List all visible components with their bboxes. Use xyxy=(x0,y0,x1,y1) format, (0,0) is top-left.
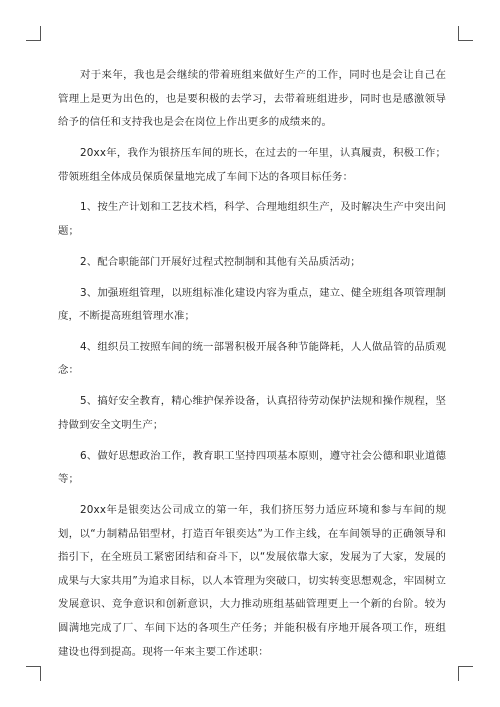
crop-mark-top-left xyxy=(26,26,41,41)
list-item-5: 5、搞好安全教育，精心维护保养设备，认真招待劳动保护法规和操作规程，坚持做到安全文明生产； xyxy=(58,395,446,431)
list-item-2: 2、配合职能部门开展好过程式控制制和其他有关品质活动； xyxy=(80,255,361,268)
list-item-4: 4、组织员工按照车间的统一部署积极开展各种节能降耗，人人做品管的品质观念： xyxy=(58,340,446,377)
document-body xyxy=(58,64,446,671)
paragraph-summary: 20xx年，我作为银挤压车间的班长，在过去的一年里，认真履责，积极工作；带领班组全体成员保质保量地完成了车间下达的各项目标任务： xyxy=(58,146,446,183)
paragraph-company-year: 20xx年是银奕达公司成立的第一年，我们挤压努力适应环境和参与车间的规划，以“力制精品铝型材，打造百年银奕达”为工作主线，在车间领导的正确领导和指引下，在全班员工紧密团结和奋斗下，以“发展依靠大家，发展为了大家，发展的成果与大家共用”为追求目标，以人本管理为突破口，切实转变思想观念，牢固树立发展意识、竞争意识和创新意识，大力推动班组基础管理更上一个新的台阶。较为圆满地完成了厂、车间下达的各项生产任务；并能积极有序地开展各项工作，班组建设也得到提高。现将一年来主要工作述职： xyxy=(58,504,446,658)
crop-mark-bottom-right xyxy=(458,666,473,681)
list-item-3: 3、加强班组管理，以班组标准化建设内容为重点，建立、健全班组各项管理制度，不断提高班组管理水准； xyxy=(58,286,446,323)
crop-mark-bottom-left xyxy=(26,666,41,681)
list-item-6: 6、做好思想政治工作，教育职工坚持四项基本原则，遵守社会公德和职业道德等； xyxy=(58,449,446,486)
crop-mark-top-right xyxy=(458,26,473,41)
paragraph-intro: 对于来年，我也是会继续的带着班组来做好生产的工作，同时也是会让自己在管理上是更为出色的，也是要积极的去学习，去带着班组进步，同时也是感激领导给予的信任和支持我也是会在岗位上作出更多的成绩来的。 xyxy=(58,69,446,129)
list-item-1: 1、按生产计划和工艺技术档，科学、合理地组织生产，及时解决生产中突出问题； xyxy=(58,201,446,237)
